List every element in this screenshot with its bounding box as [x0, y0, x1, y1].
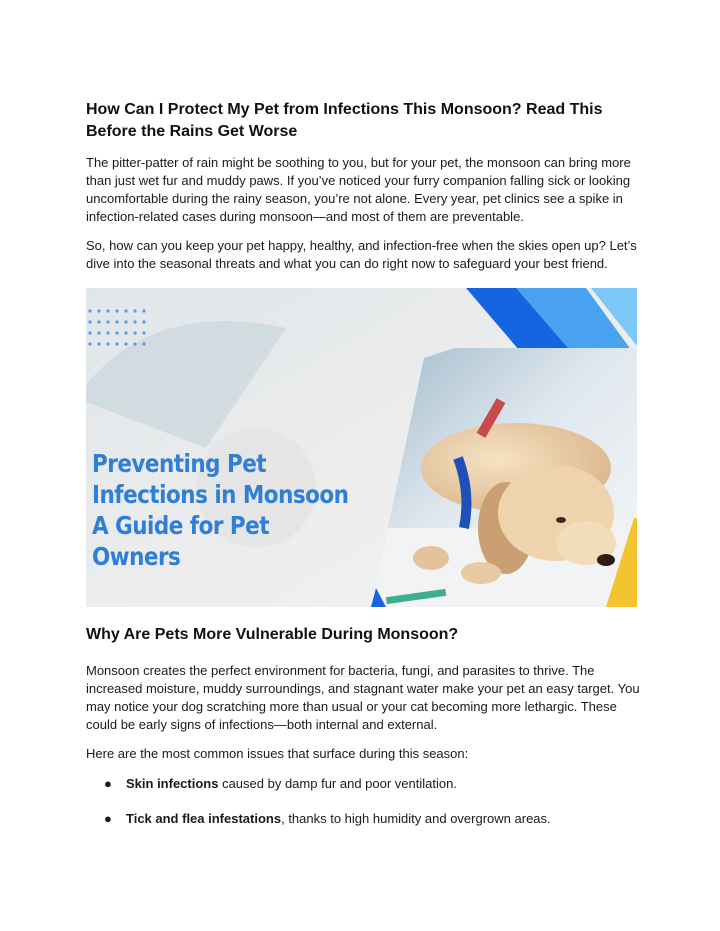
bullet-marker: ● — [104, 776, 112, 791]
list-item-text: caused by damp fur and poor ventilation. — [218, 776, 457, 791]
second-paragraph: So, how can you keep your pet happy, healthy, and infection-free when the skies open up? Let’s dive into the seasonal threats and what you can do right now to safeguard your best friend. — [86, 238, 637, 271]
bullet-marker: ● — [104, 811, 112, 826]
banner-title: Preventing Pet Infections in Monsoon A Guide for Pet Owners — [92, 449, 349, 571]
intro-paragraph: The pitter-patter of rain might be soothing to you, but for your pet, the monsoon can bring more than just wet fur and muddy paws. If you’ve noticed your furry companion falling sick or looking uncomfortable during the rainy season, you’re not alone. Every year, pet clinics see a spike in infection-related cases during monsoon—and most of them are preventable. — [86, 155, 631, 224]
list-item-bold: Skin infections — [126, 776, 219, 791]
list-intro: Here are the most common issues that surface during this season: — [86, 746, 469, 761]
list-item — [104, 810, 551, 828]
section-paragraph: Monsoon creates the perfect environment for bacteria, fungi, and parasites to thrive. The increased moisture, muddy surroundings, and stagnant water make your pet an easy target. You may notice your dog scratching more than usual or your cat becoming more lethargic. These could be early signs of infections—both internal and external. — [86, 663, 640, 732]
list-item — [104, 775, 457, 793]
section-heading: Why Are Pets More Vulnerable During Monsoon? — [86, 626, 459, 643]
list-item-text: , thanks to high humidity and overgrown areas. — [281, 811, 551, 826]
list-item-bold: Tick and flea infestations — [126, 811, 282, 826]
article-title: How Can I Protect My Pet from Infections This Monsoon? Read This Before the Rains Get Worse — [86, 101, 603, 140]
banner-image — [86, 288, 637, 607]
